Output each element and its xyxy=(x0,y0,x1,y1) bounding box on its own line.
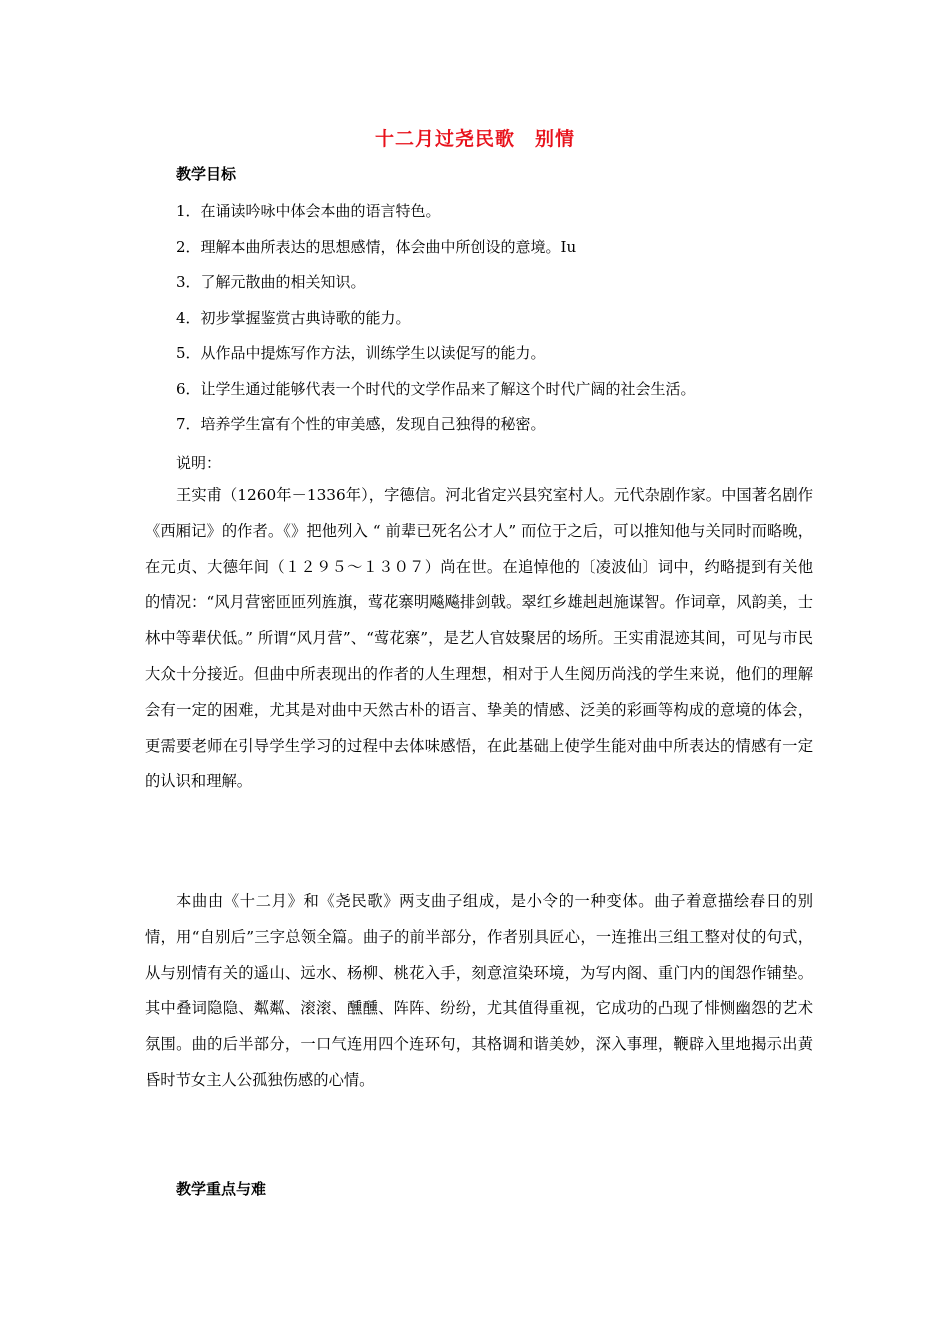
objective-item: 2．理解本曲所表达的思想感情，体会曲中所创设的意境。Iu xyxy=(176,237,577,256)
document-title: 十二月过尧民歌 别情 xyxy=(374,128,575,150)
section-heading-focus: 教学重点与难 xyxy=(176,1180,267,1198)
objective-item: 3．了解元散曲的相关知识。 xyxy=(176,273,366,291)
objective-item: 1．在诵读吟咏中体会本曲的语言特色。 xyxy=(176,202,441,220)
objective-item: 4．初步掌握鉴赏古典诗歌的能力。 xyxy=(176,308,411,327)
body-paragraph: 本曲由《十二月》和《尧民歌》两支曲子组成，是小令的一种变体。曲子着意描绘春日的别情，用“自别后”三字总领全篇。曲子的前半部分，作者别具匠心，一连推出三组工整对仗的句式，从与别情有关的遥山、远水、杨柳、桃花入手，刻意渲染环境，为写内阁、重门内的闺怨作铺垫。其中叠词隐隐、粼粼、滚滚、醺醺、阵阵、纷纷，尤其值得重视，它成功的凸现了悱恻幽怨的艺术氛围。曲的后半部分，一口气连用四个连环句，其格调和谐美妙，深入事理，鞭辟入里地揭示出黄昏时节女主人公孤独伤感的心情。 xyxy=(145,892,813,1089)
objective-item: 6．让学生通过能够代表一个时代的文学作品来了解这个时代广阔的社会生活。 xyxy=(176,379,696,398)
section-heading-objectives: 教学目标 xyxy=(176,165,237,183)
objectives-list xyxy=(176,201,816,450)
objective-item: 5．从作品中提炼写作方法，训练学生以读促写的能力。 xyxy=(176,344,546,362)
objective-item: 7．培养学生富有个性的审美感，发现自己独得的秘密。 xyxy=(176,415,546,433)
body-paragraph: 王实甫（1260年－1336年），字德信。河北省定兴县究室村人。元代杂剧作家。中国著名剧作《西厢记》的作者。《》把他列入 “ 前辈已死名公才人” 而位于之后，可以推知他与关同时而略晚，在元贞、大德年间（１２９５～１３０７）尚在世。在追悼他的〔凌波仙〕词中，约略提到有关他的情况：“风月营密匝匝列旌旗，莺花寨明飚飚排剑戟。翠红乡雄赳赳施谋智。作词章，风韵美，士林中等辈伏低。” 所谓“风月营”、“莺花寨”，是艺人官妓聚居的场所。王实甫混迹其间，可见与市民大众十分接近。但曲中所表现出的作者的人生理想，相对于人生阅历尚浅的学生来说，他们的理解会有一定的困难，尤其是对曲中天然古朴的语言、挚美的情感、泛美的彩画等构成的意境的体会，更需要老师在引导学生学习的过程中去体味感悟，在此基础上使学生能对曲中所表达的情感有一定的认识和理解。 xyxy=(145,486,813,791)
note-label: 说明： xyxy=(176,454,222,472)
